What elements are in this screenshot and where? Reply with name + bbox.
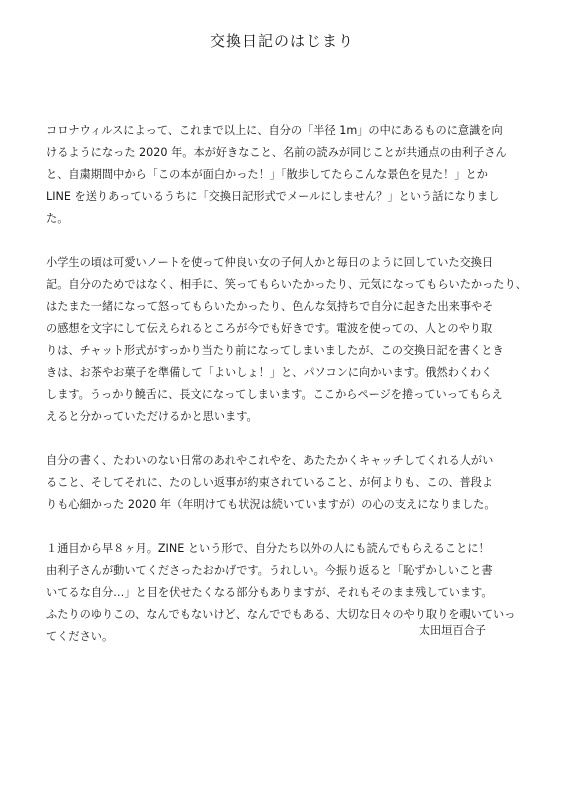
text-line: コロナウィルスによって、これまで以上に、自分の「半径 1m」の中にあるものに意識を向: [46, 124, 503, 137]
author-signature: 太田垣百合子: [418, 624, 486, 637]
paragraph-1: [46, 120, 522, 230]
text-line: 由利子さんが動いてくださったおかげです。うれしい。今振り返ると「恥ずかしいこと書: [46, 564, 493, 577]
text-line: ること、そしてそれに、たのしい返事が約束されていること、が何よりも、この、普段よ: [46, 476, 494, 489]
text-line: けるようになった 2020 年。本が好きなこと、名前の読みが同じことが共通点の由利子さん: [46, 146, 507, 159]
text-line: 小学生の頃は可愛いノートを使って仲良い女の子何人かと毎日のように回していた交換日: [46, 256, 494, 269]
document-title: 交換日記のはじまり: [209, 32, 354, 50]
text-line: りは、チャット形式がすっかり当たり前になってしまいましたが、この交換日記を書くとき: [46, 344, 504, 357]
text-line: します。うっかり饒舌に、長文になってしまいます。ここからページを捲っていってもらえ: [46, 388, 503, 401]
text-line: た。: [46, 212, 69, 225]
text-line: ふたりのゆりこの、なんでもないけど、なんででもある、大切な日々のやり取りを覗いていっ: [46, 608, 516, 621]
text-line: てください。: [46, 630, 114, 643]
text-line: の感想を文字にして伝えられるところが今でも好きです。電波を使っての、人とのやり取: [46, 322, 493, 335]
text-line: はたまた一緒になって怒ってもらいたかったり、色んな気持ちで自分に起きた出来事やそ: [46, 300, 494, 313]
text-line: １通目から早８ヶ月。ZINE という形で、自分たち以外の人にも読んでもらえることに！: [46, 542, 490, 555]
paragraph-2: [46, 252, 527, 428]
text-line: えると分かっていただけるかと思います。: [46, 410, 258, 423]
text-line: と、自粛期間中から「この本が面白かった！」「散歩してたらこんな景色を見た！」とか: [46, 168, 488, 181]
text-line: 自分の書く、たわいのない日常のあれやこれやを、あたたかくキャッチしてくれる人がい: [46, 454, 494, 467]
text-line: LINE を送りあっているうちに「交換日記形式でメールにしません？」という話になりまし: [46, 190, 500, 203]
text-line: いてるな自分…」と目を伏せたくなる部分もありますが、それもそのまま残しています。: [46, 586, 493, 599]
essay-body: [46, 120, 527, 670]
text-line: 記。自分のためではなく、相手に、笑ってもらいたかったり、元気になってもらいたかったり、: [46, 278, 527, 291]
paragraph-3: [46, 450, 522, 516]
text-line: きは、お茶やお菓子を準備して「よいしょ！」と、パソコンに向かいます。俄然わくわく: [46, 366, 493, 379]
text-line: りも心細かった 2020 年（年明けても状況は続いていますが）の心の支えになりました。: [46, 498, 496, 511]
